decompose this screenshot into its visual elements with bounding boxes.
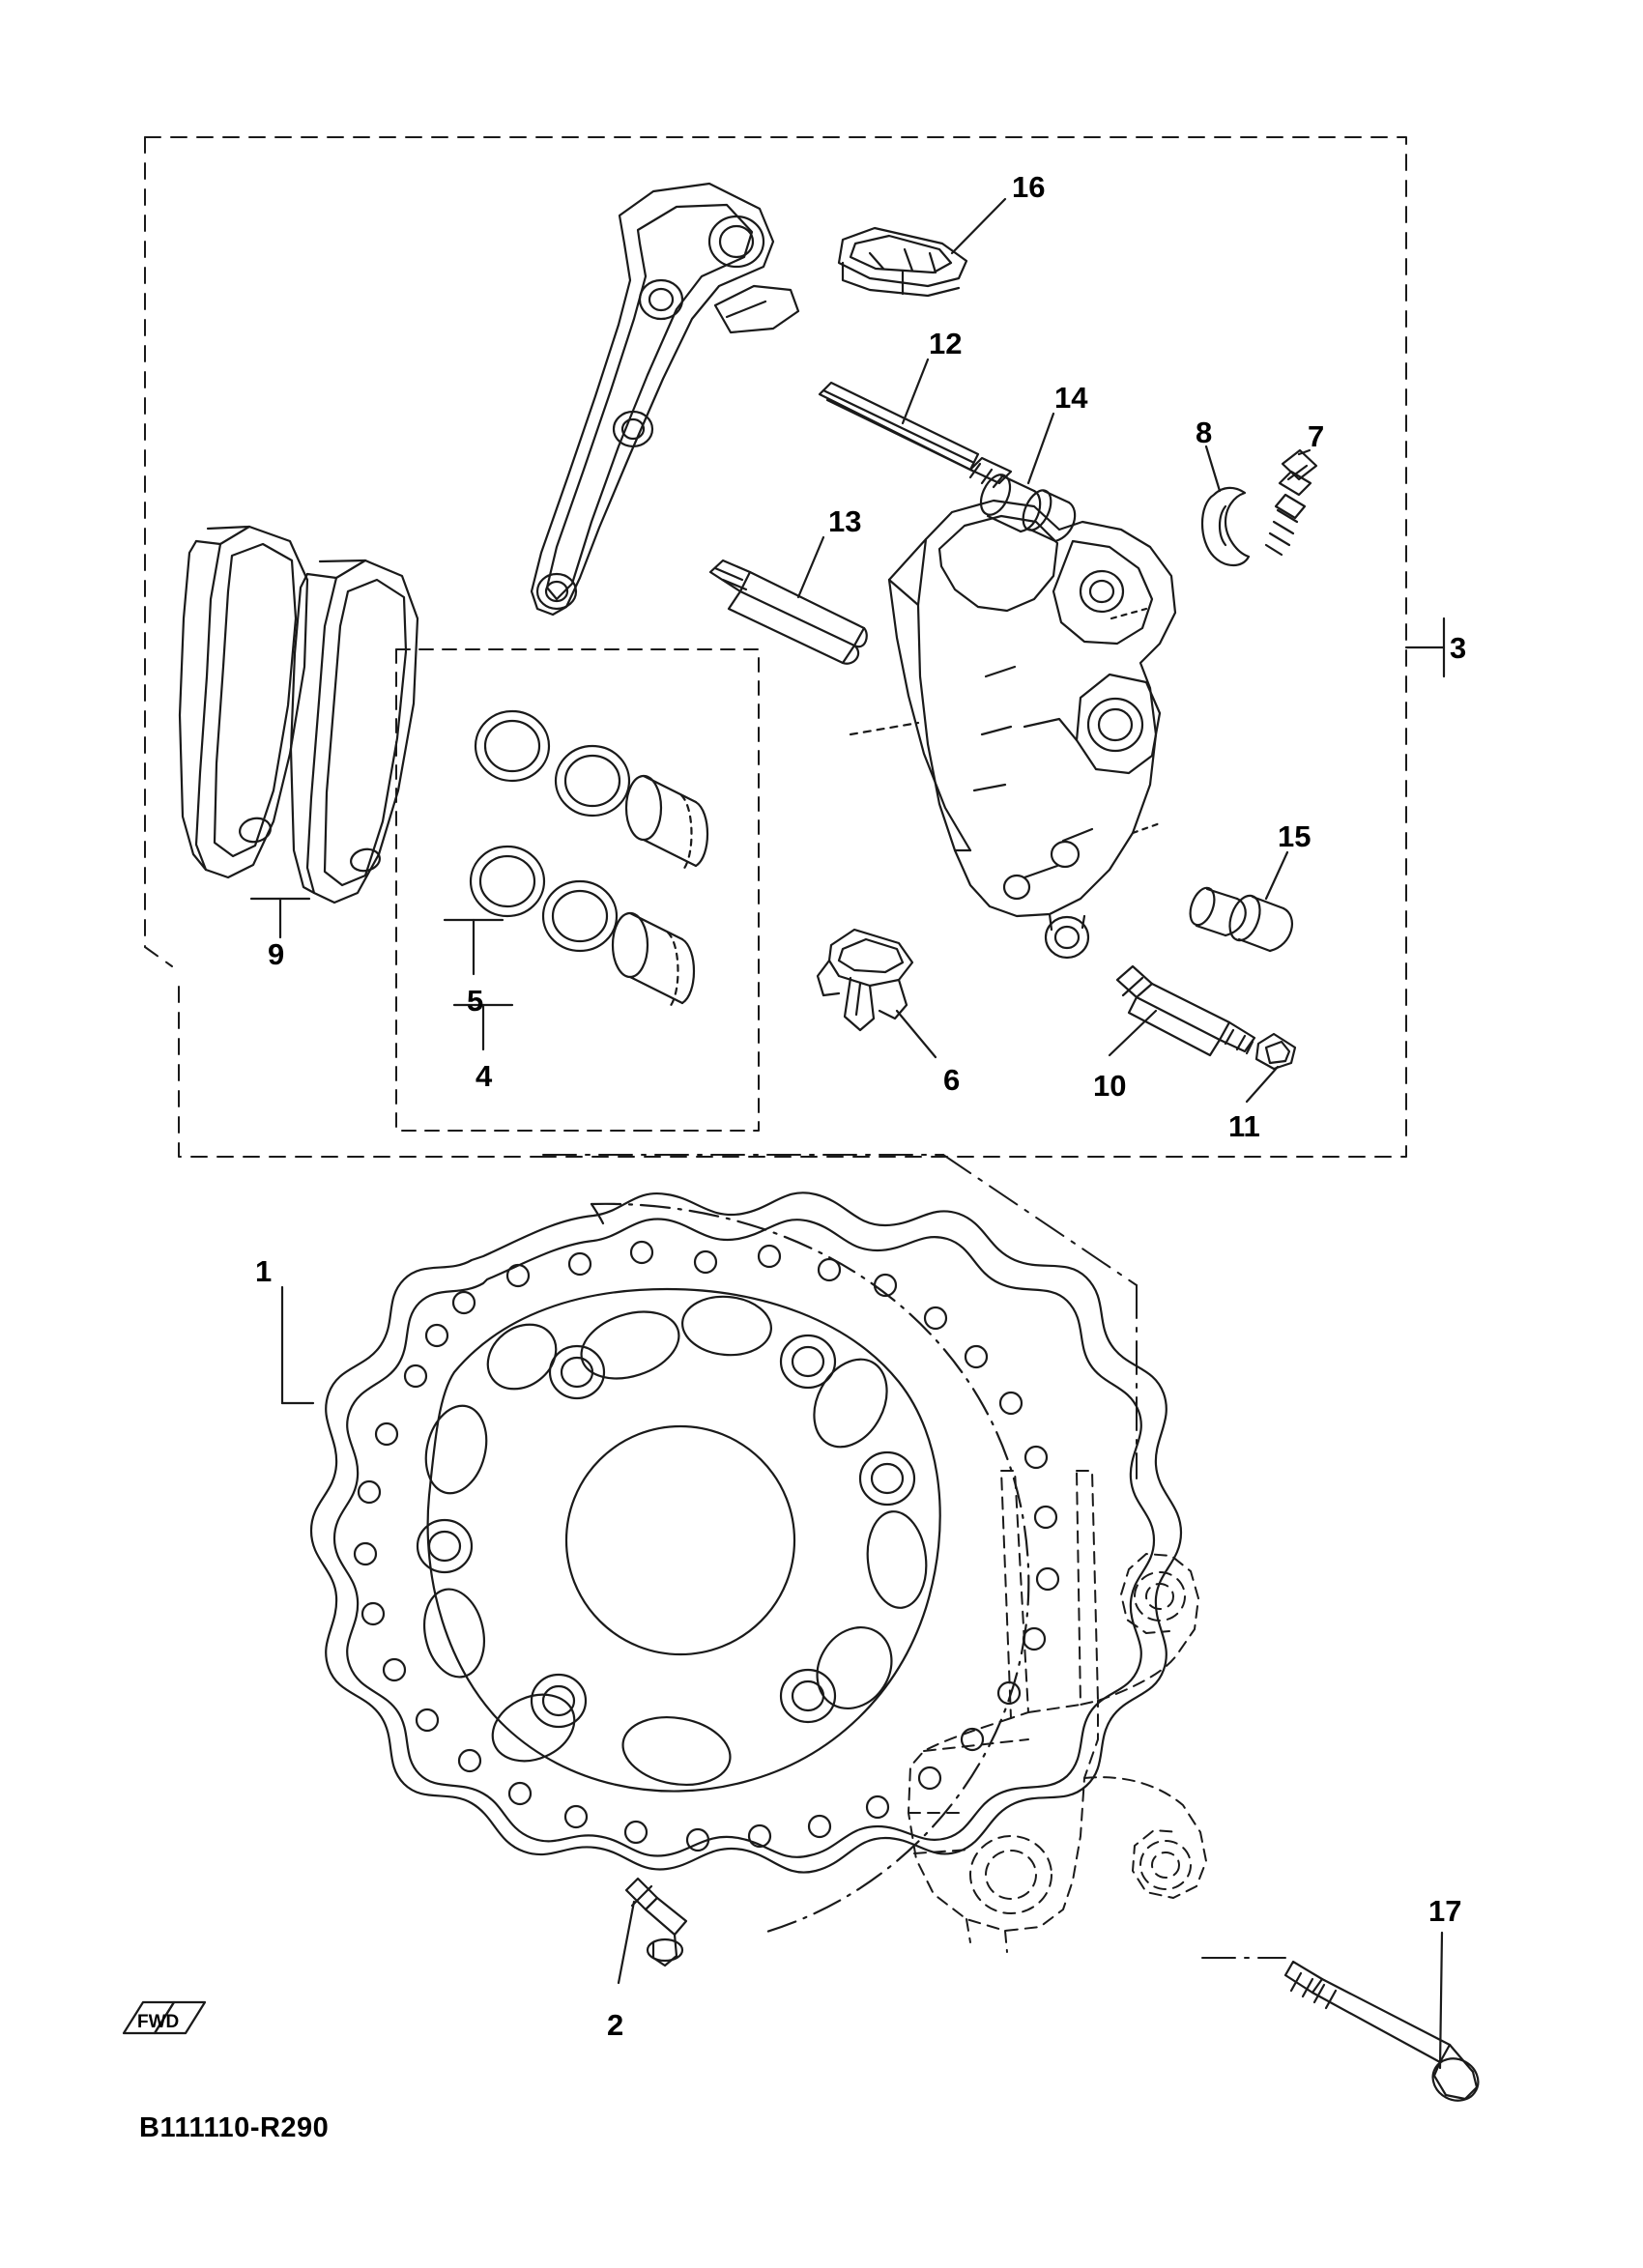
callout-16: 16 [1012,170,1046,204]
pin-boot [975,414,1075,541]
callout-14: 14 [1054,381,1088,415]
slide-bushing [1186,852,1292,951]
caliper-bolt-nut [1247,1034,1295,1102]
caliper-bolt [1110,966,1254,1055]
disc-bolt-holes [418,1335,914,1727]
axle-bolt [1285,1933,1485,2109]
group-boundary-3 [145,137,1406,1157]
callout-6: 6 [943,1063,961,1097]
callout-12: 12 [929,327,963,360]
bleed-screw-cap [1202,446,1249,565]
disc-bolt [619,1879,686,1983]
pad-pin [820,359,1011,487]
piston-seal-kit-group [445,711,707,1049]
callout-11: 11 [1228,1109,1260,1143]
callout-3: 3 [1450,631,1467,665]
piston-lower [613,913,694,1009]
brake-pad-kit [180,527,418,937]
slide-pin [710,537,867,664]
pad-retainer-clip [839,199,1005,296]
callout-8: 8 [1196,416,1213,449]
piston-upper [626,776,707,872]
callout-4: 4 [476,1059,493,1093]
callout-7: 7 [1308,419,1325,453]
callout-13: 13 [828,504,862,538]
leader-3 [1406,618,1444,676]
callout-1: 1 [255,1254,273,1288]
fork-phantom [908,1471,1206,1952]
callout-17: 17 [1428,1894,1462,1928]
brake-disc [282,1192,1181,1933]
caliper-body [850,501,1175,958]
pad-spring [818,930,936,1057]
callout-10: 10 [1093,1069,1127,1103]
callout-15: 15 [1278,819,1312,853]
caliper-bracket [532,184,798,615]
assembly-axis [543,1155,1137,1479]
callout-5: 5 [467,984,484,1018]
diagram-code: B111110-R290 [139,2112,330,2143]
fwd-label: FWD [137,2012,180,2032]
callout-2: 2 [607,2008,624,2042]
disc-slots [417,1293,931,1793]
callout-9: 9 [268,937,285,971]
bleed-screw [1266,450,1316,555]
